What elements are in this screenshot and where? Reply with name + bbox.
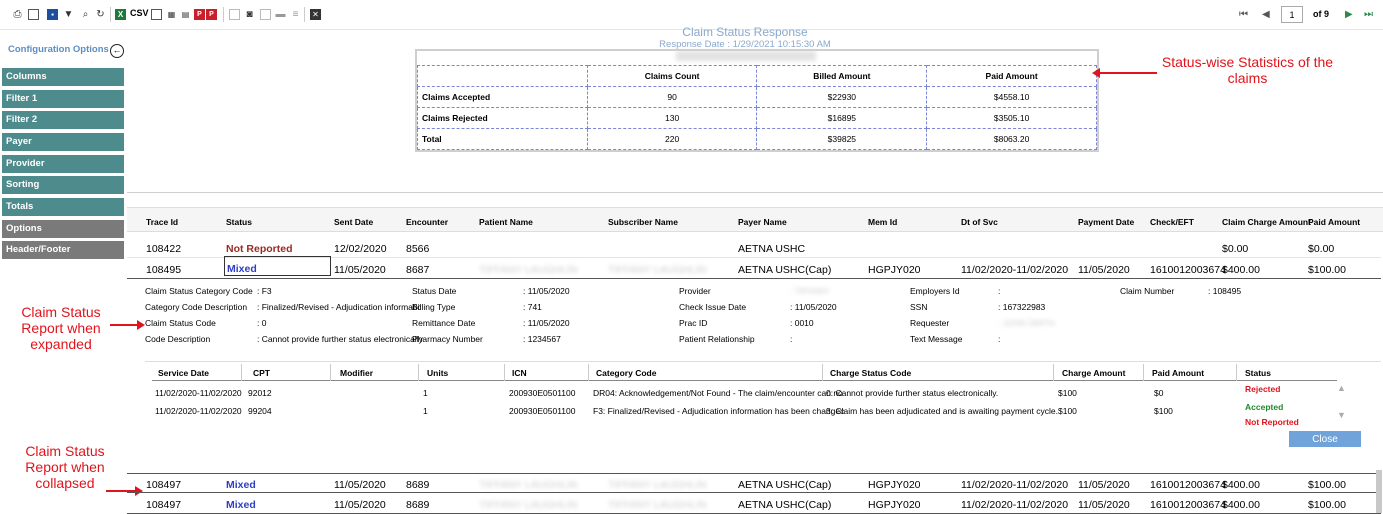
pdf-export-icon[interactable]: P [206, 9, 217, 20]
config-sidebar [0, 30, 126, 513]
page-number-input[interactable] [1281, 6, 1303, 23]
report-title: Claim Status Response [682, 25, 808, 39]
sidebar-item-filter-1[interactable]: Filter 1 [2, 90, 124, 108]
scroll-down-icon[interactable]: ▼ [1337, 410, 1346, 420]
column-header[interactable]: Status [226, 217, 252, 227]
page-of-label: of 9 [1313, 9, 1330, 19]
print-icon[interactable]: ⎙ [13, 9, 22, 20]
vertical-scrollbar[interactable] [1376, 470, 1382, 513]
column-header[interactable]: Trace Id [146, 217, 179, 227]
sidebar-item-header-footer[interactable]: Header/Footer [2, 241, 124, 259]
response-date: Response Date : 1/29/2021 10:15:30 AM [659, 39, 831, 50]
divider [127, 192, 1383, 193]
excel-icon[interactable]: X [115, 9, 126, 20]
prev-page-icon[interactable]: ◀ [1262, 9, 1270, 20]
summary-row: Claims Accepted 90 $22930 $4558.10 [418, 87, 1097, 108]
camera-icon[interactable]: ◙ [246, 9, 253, 20]
annotation-arrow [1095, 72, 1157, 74]
page-icon[interactable] [260, 9, 271, 20]
sidebar-item-filter-2[interactable]: Filter 2 [2, 111, 124, 129]
annotation-collapsed: Claim Status Report when collapsed [25, 443, 105, 491]
tag-icon[interactable]: ▬ [275, 9, 286, 20]
column-header[interactable]: Payment Date [1078, 217, 1135, 227]
collapse-back-icon[interactable]: ← [110, 44, 124, 58]
status-badge[interactable]: Mixed [226, 479, 256, 491]
service-line-row[interactable]: 11/02/2020-11/02/2020 92012 1 200930E0501100 DR04: Acknowledgement/Not Found - The claim/encounter can no 0: Cannot provide further status electronically. $100 $0 Rejected [155, 384, 1281, 398]
column-header[interactable]: Mem Id [868, 217, 898, 227]
summary-row: Claims Rejected 130 $16895 $3505.10 [418, 108, 1097, 129]
line-status-partial: Not Reported [1245, 417, 1299, 427]
first-page-icon[interactable]: ⏮ [1239, 9, 1248, 20]
word-icon[interactable] [151, 9, 162, 20]
scroll-up-icon[interactable]: ▲ [1337, 383, 1346, 393]
annotation-stats: Status-wise Statistics of the claims [1161, 54, 1334, 86]
barcode-icon[interactable]: ▦ [167, 10, 176, 19]
annotation-expanded: Claim Status Report when expanded [21, 304, 101, 352]
save-icon[interactable]: ▪ [47, 9, 58, 20]
search-icon[interactable]: ⌕ [82, 9, 89, 20]
column-header[interactable]: Paid Amount [1308, 217, 1361, 227]
table-row[interactable]: 108422 Not Reported 12/02/2020 8566 AETNA USHC $0.00 $0.00 [127, 238, 1381, 258]
status-badge[interactable]: Not Reported [226, 243, 293, 255]
filter-icon[interactable]: ▼ [63, 9, 74, 20]
table-row[interactable]: 108497 Mixed 11/05/2020 8689 TIFFANY LAUGHLIN TIFFANY LAUGHLIN AETNA USHC(Cap) HGPJY020 11/02/2020-11/02/2020 11/05/2020 1610012003674 $400.00 $100.00 [127, 494, 1381, 514]
csv-export-button[interactable]: CSV [130, 8, 149, 18]
status-badge[interactable]: Mixed [224, 256, 331, 276]
service-lines-header: Service Date CPT Modifier Units ICN Category Code Charge Status Code Charge Amount Paid Amount Status [152, 364, 1337, 381]
status-badge[interactable]: Mixed [226, 499, 256, 511]
column-header[interactable]: Claim Charge Amount [1222, 217, 1311, 227]
grid-header [127, 207, 1383, 232]
grid-icon[interactable]: ▤ [181, 10, 190, 19]
status-summary-panel [415, 49, 1099, 152]
column-header[interactable]: Payer Name [738, 217, 787, 227]
column-header[interactable]: Patient Name [479, 217, 533, 227]
summary-row: Total 220 $39825 $8063.20 [418, 129, 1097, 150]
summary-header: Paid Amount [927, 66, 1097, 87]
column-header[interactable]: Dt of Svc [961, 217, 998, 227]
summary-header: Claims Count [587, 66, 757, 87]
lines-icon[interactable]: ≡ [292, 9, 299, 20]
sidebar-item-payer[interactable]: Payer [2, 133, 124, 151]
pdf-icon[interactable]: P [194, 9, 205, 20]
close-report-icon[interactable]: ✕ [310, 9, 321, 20]
summary-header: Billed Amount [757, 66, 927, 87]
close-button[interactable]: Close [1289, 431, 1361, 447]
next-page-icon[interactable]: ▶ [1345, 9, 1353, 20]
config-options-title: Configuration Options [8, 44, 109, 55]
sidebar-item-columns[interactable]: Columns [2, 68, 124, 86]
status-summary-table [417, 65, 1097, 150]
line-status: Rejected [1245, 384, 1281, 394]
sidebar-item-provider[interactable]: Provider [2, 155, 124, 173]
annotation-arrow [110, 324, 142, 326]
sidebar-item-totals[interactable]: Totals [2, 198, 124, 216]
service-line-row[interactable]: 11/02/2020-11/02/2020 99204 1 200930E0501100 F3: Finalized/Revised - Adjudication information has been changec 3: Claim has been adjudicated and is awaiting payment cycle. $100 $100 Accepted [155, 402, 1284, 416]
column-header[interactable]: Encounter [406, 217, 449, 227]
column-header[interactable]: Subscriber Name [608, 217, 678, 227]
table-row[interactable]: 108495 Mixed 11/05/2020 8687 TIFFANY LAUGHLIN TIFFANY LAUGHLIN AETNA USHC(Cap) HGPJY020 11/02/2020-11/02/2020 11/05/2020 1610012003674 $400.00 $100.00 [127, 259, 1381, 279]
line-status: Accepted [1245, 402, 1284, 412]
column-header[interactable]: Check/EFT [1150, 217, 1194, 227]
sidebar-item-sorting[interactable]: Sorting [2, 176, 124, 194]
clipboard-icon[interactable] [229, 9, 240, 20]
table-row[interactable]: 108497 Mixed 11/05/2020 8689 TIFFANY LAUGHLIN TIFFANY LAUGHLIN AETNA USHC(Cap) HGPJY020 11/02/2020-11/02/2020 11/05/2020 1610012003674 $400.00 $100.00 [127, 473, 1381, 493]
sidebar-item-options[interactable]: Options [2, 220, 124, 238]
refresh-icon[interactable]: ↻ [96, 9, 105, 20]
last-page-icon[interactable]: ⏭ [1364, 9, 1373, 20]
column-header[interactable]: Sent Date [334, 217, 374, 227]
print-preview-icon[interactable] [28, 9, 39, 20]
